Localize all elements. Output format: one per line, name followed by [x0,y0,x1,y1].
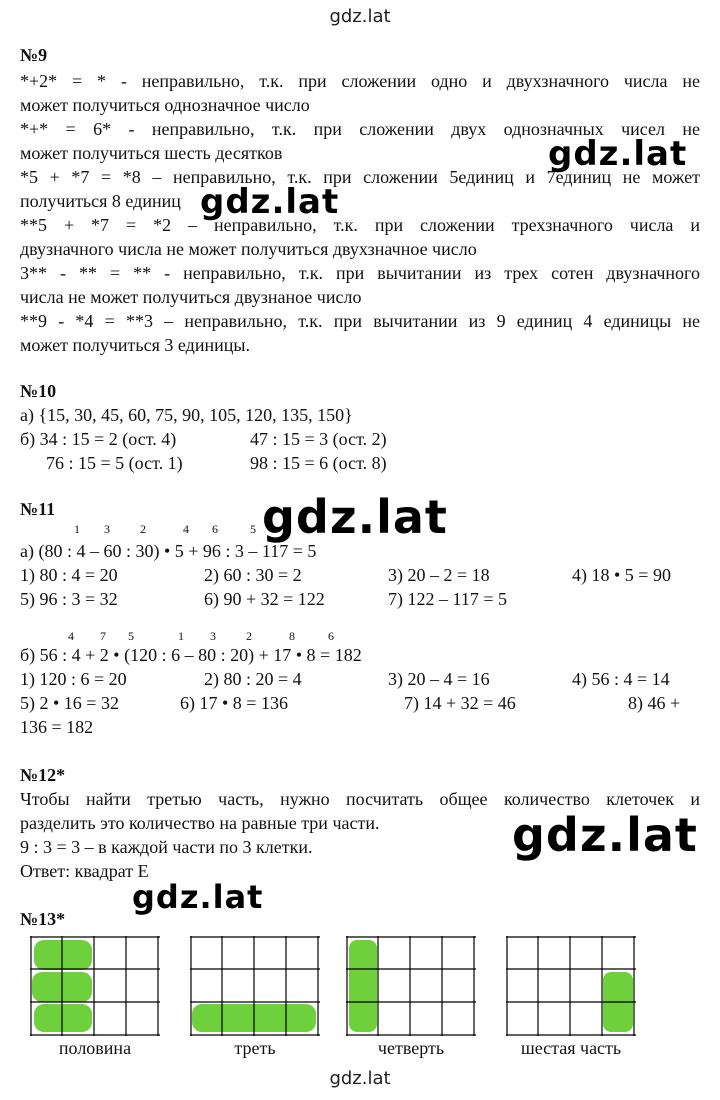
watermark: gdz.lat [132,878,264,916]
order-number: 4 [183,522,189,536]
n12-line: Чтобы найти третью часть, нужно посчитать общее количество клеточек и [20,789,700,809]
heading-n13: №13* [20,909,66,929]
n11-step: 4) 18 • 5 = 90 [572,565,671,585]
order-number: 8 [289,629,295,643]
grid-quarter [346,936,478,1036]
n11-step: 6) 90 + 32 = 122 [204,589,325,609]
heading-n9: №9 [20,45,48,65]
watermark: gdz.lat [262,490,448,544]
order-number: 4 [68,629,74,643]
heading-n12: №12* [20,765,66,785]
n11-step: 7) 14 + 32 = 46 [404,693,516,713]
n9-line: двузначного числа не может получиться двухзначное число [20,239,477,259]
n9-line: 3** - ** = ** - неправильно, т.к. при вычитании из трех сотен двузначного [20,263,700,283]
n9-line: *5 + *7 = *8 – неправильно, т.к. при сложении 5единиц и 7единиц не может [20,167,700,187]
n9-line: **9 - *4 = **3 – неправильно, т.к. при вычитании из 9 единиц 4 единицы не [20,311,700,331]
n10-b-item: 47 : 15 = 3 (ост. 2) [250,429,387,449]
n11-step: 4) 56 : 4 = 14 [572,669,670,689]
site-header: gdz.lat [329,6,391,27]
order-number: 5 [250,522,256,536]
n11-step: 5) 2 • 16 = 32 [20,693,119,713]
watermark: gdz.lat [512,808,698,862]
caption-third: треть [234,1038,276,1058]
n11-step: 3) 20 – 4 = 16 [388,669,490,689]
n11-step: 5) 96 : 3 = 32 [20,589,118,609]
fill-strokes [349,940,377,1032]
n11-step: 2) 60 : 30 = 2 [204,565,302,585]
n9-line: может получиться однозначное число [20,95,310,115]
caption-sixth: шестая часть [520,1038,622,1058]
n9-line: **5 + *7 = *2 – неправильно, т.к. при сложении трехзначного числа и [20,215,700,235]
n11-step: 1) 120 : 6 = 20 [20,669,127,689]
order-number: 1 [178,629,184,643]
heading-n11: №11 [20,499,56,519]
n11-step: 2) 80 : 20 = 4 [204,669,302,689]
order-number: 6 [328,629,334,643]
order-number: 3 [104,522,110,536]
order-number: 7 [100,629,106,643]
order-number: 3 [210,629,216,643]
n11-step: 6) 17 • 8 = 136 [180,693,288,713]
n9-line: получиться 8 единиц [20,191,181,211]
order-number: 6 [212,522,218,536]
n9-line: *+2* = * - неправильно, т.к. при сложении одно и двухзначного числа не [20,71,700,91]
n11-b-expression: б) 56 : 4 + 2 • (120 : 6 – 80 : 20) + 17 • 8 = 182 [20,645,362,665]
caption-half: половина [58,1038,132,1058]
n11-a-expression: а) (80 : 4 – 60 : 30) • 5 + 96 : 3 – 117 = 5 [20,541,317,561]
n11-step: 8) 46 + [628,693,681,713]
n9-line: может получиться 3 единицы. [20,335,250,355]
order-number: 2 [140,522,146,536]
n11-step: 3) 20 – 2 = 18 [388,565,490,585]
n11-step: 1) 80 : 4 = 20 [20,565,118,585]
heading-n10: №10 [20,381,57,401]
grid-half [30,936,162,1036]
order-number: 1 [74,522,80,536]
n12-line: разделить это количество на равные три части. [20,813,380,833]
n10-b-item: 98 : 15 = 6 (ост. 8) [250,453,387,473]
n10-b-item: 76 : 15 = 5 (ост. 1) [46,453,183,473]
order-number: 2 [246,629,252,643]
caption-quarter: четверть [377,1038,445,1058]
n9-line: может получиться шесть десятков [20,143,283,163]
grid-third [190,936,322,1036]
n12-line: Ответ: квадрат Е [20,861,149,881]
n10-a: а) {15, 30, 45, 60, 75, 90, 105, 120, 135, 150} [20,405,353,425]
n10-b-item: б) 34 : 15 = 2 (ост. 4) [20,429,177,449]
watermark: gdz.lat [200,182,340,222]
watermark: gdz.lat [548,134,688,174]
grid-sixth [506,936,638,1036]
site-footer: gdz.lat [329,1068,391,1089]
n9-line: *+* = 6* - неправильно, т.к. при сложении двух однозначных чисел не [20,119,700,139]
n9-line: числа не может получиться двузнаное число [20,287,362,307]
n11-step: 7) 122 – 117 = 5 [388,589,507,609]
n11-step: 136 = 182 [20,717,94,737]
order-number: 5 [128,629,134,643]
n12-line: 9 : 3 = 3 – в каждой части по 3 клетки. [20,837,313,857]
